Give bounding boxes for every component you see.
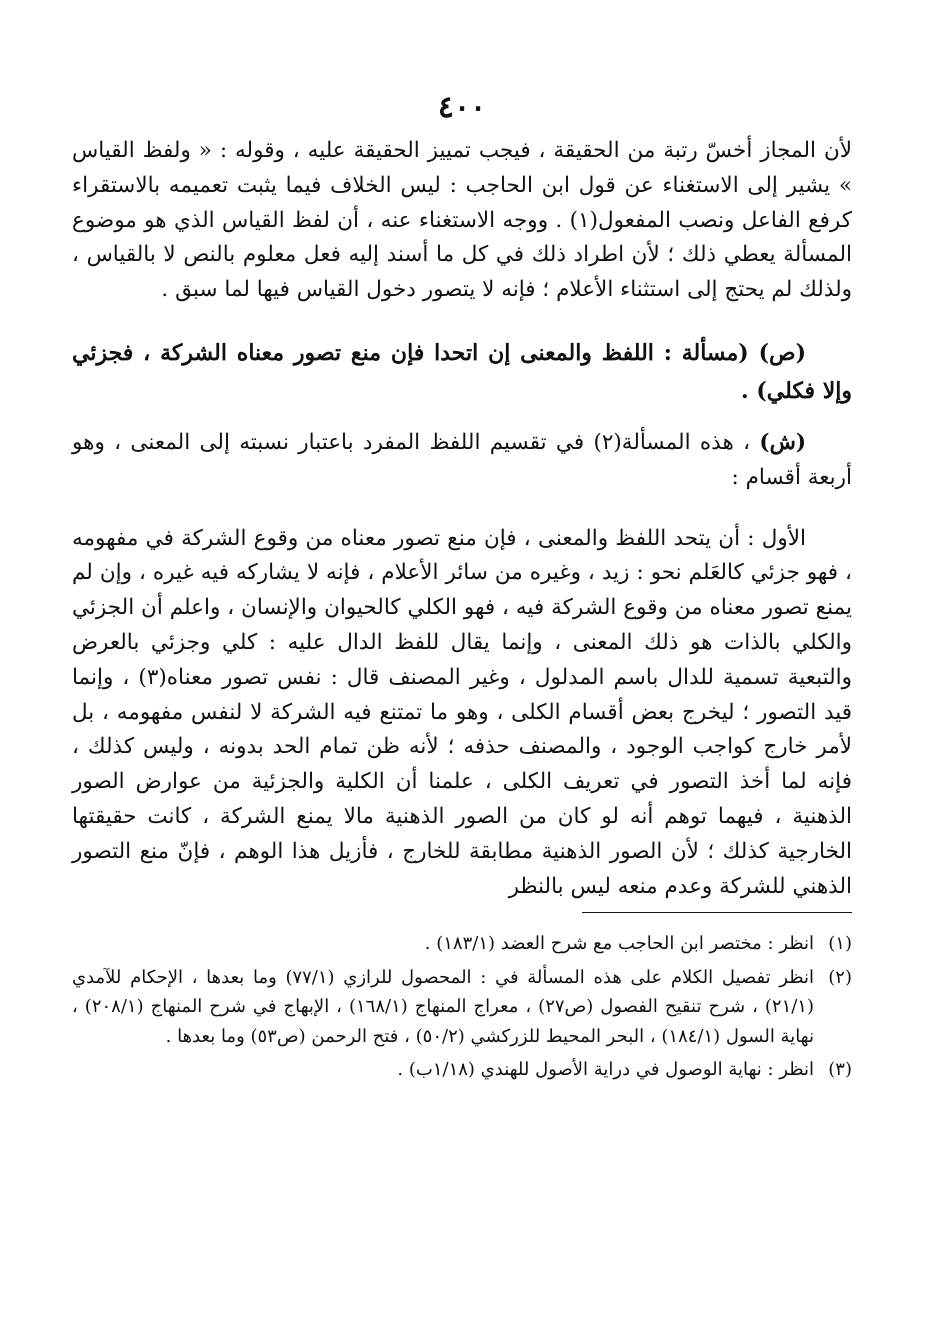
book-page	[72, 88, 852, 1089]
footnote-2	[72, 963, 852, 1052]
first-type-paragraph	[72, 522, 852, 905]
footnote-3	[72, 1055, 852, 1085]
footnote-number: (٣)	[828, 1059, 852, 1081]
issue-text: (مسألة : اللفظ والمعنى إن اتحدا فإن منع تصور معناه الشركة ، فجزئي وإلا فكلي) .	[72, 339, 852, 404]
footnote-text: انظر تفصيل الكلام على هذه المسألة في : المحصول للرازي (٧٧/١) وما بعدها ، الإحكام للآمدي (٢١/١) ، شرح تنقيح الفصول (ص٢٧) ، معراج المنهاج (١٦٨/١) ، الإبهاج في شرح المنهاج (٢٠٨/١) ، نهاية السول (١٨٤/١) ، البحر المحيط للزركشي (٥٠/٢) ، فتح الرحمن (ص٥٣) وما بعدها .	[72, 966, 815, 1047]
footnote-1	[72, 929, 852, 959]
footnote-number: (٢)	[828, 966, 852, 988]
body-paragraph-1: لأن المجاز أخسّ رتبة من الحقيقة ، فيجب تمييز الحقيقة عليه ، وقوله : « ولفظ القياس » يشير إلى الاستغناء عن قول ابن الحاجب : ليس الخلاف فيما يثبت تعميمه بالاستقراء كرفع الفاعل ونصب المفعول(١) . ووجه الاستغناء عنه ، أن لفظ القياس الذي هو موضوع المسألة يعطي ذلك ؛ لأن اطراد ذلك في كل ما أسند إليه فعل معلوم بالنص لا بالقياس ، ولذلك لم يحتج إلى استثناء الأعلام ؛ فإنه لا يتصور دخول القياس فيها لما سبق .	[72, 138, 853, 303]
footnote-text: انظر : مختصر ابن الحاجب مع شرح العضد (١٨٣/١) .	[424, 933, 814, 955]
page-number: ٤٠٠	[437, 90, 487, 125]
footnote-separator	[582, 912, 852, 913]
sharh-label: (ش)	[759, 429, 806, 455]
issue-paragraph	[72, 334, 852, 410]
sharh-text: ، هذه المسألة(٢) في تقسيم اللفظ المفرد باعتبار نسبته إلى المعنى ، وهو أربعة أقسام :	[72, 429, 852, 490]
footnote-number: (١)	[828, 933, 852, 955]
sharh-paragraph	[72, 426, 852, 496]
first-type-text: الأول : أن يتحد اللفظ والمعنى ، فإن منع تصور معناه من وقوع الشركة في مفهومه ، فهو جزئي كالعَلم نحو : زيد ، وغيره من سائر الأعلام ، فإنه لا يشاركه فيه غيره ، وإن لم يمنع تصور معناه من وقوع الشركة فيه ، فهو الكلي كالحيوان والإنسان ، واعلم أن الجزئي والكلي بالذات هو ذلك المعنى ، وإنما يقال للفظ الدال عليه : كلي وجزئي بالعرض والتبعية تسمية للدال باسم المدلول ، وغير المصنف قال : نفس تصور معناه(٣) ، وإنما قيد التصور ؛ ليخرج بعض أقسام الكلى ، وهو ما تمتنع فيه الشركة لا لنفس مفهومه ، بل لأمر خارج كواجب الوجود ، والمصنف حذفه ؛ لأنه ظن تمام الحد بدونه ، وليس كذلك ، فإنه لما أخذ التصور في تعريف الكلى ، علمنا أن الكلية والجزئية من عوارض الصور الذهنية ، فيهما توهم أنه لو كان من الصور الذهنية مالا يمنع الشركة ، كانت حقيقتها الخارجية كذلك ؛ لأن الصور الذهنية مطابقة للخارج ، فأزيل هذا الوهم ، فإنّ منع التصور الذهني للشركة وعدم منعه ليس بالنظر	[72, 525, 852, 899]
issue-label: (ص)	[758, 339, 806, 366]
footnotes	[72, 929, 852, 1085]
footnote-text: انظر : نهاية الوصول في دراية الأصول للهندي (١/١٨ب) .	[397, 1059, 814, 1081]
